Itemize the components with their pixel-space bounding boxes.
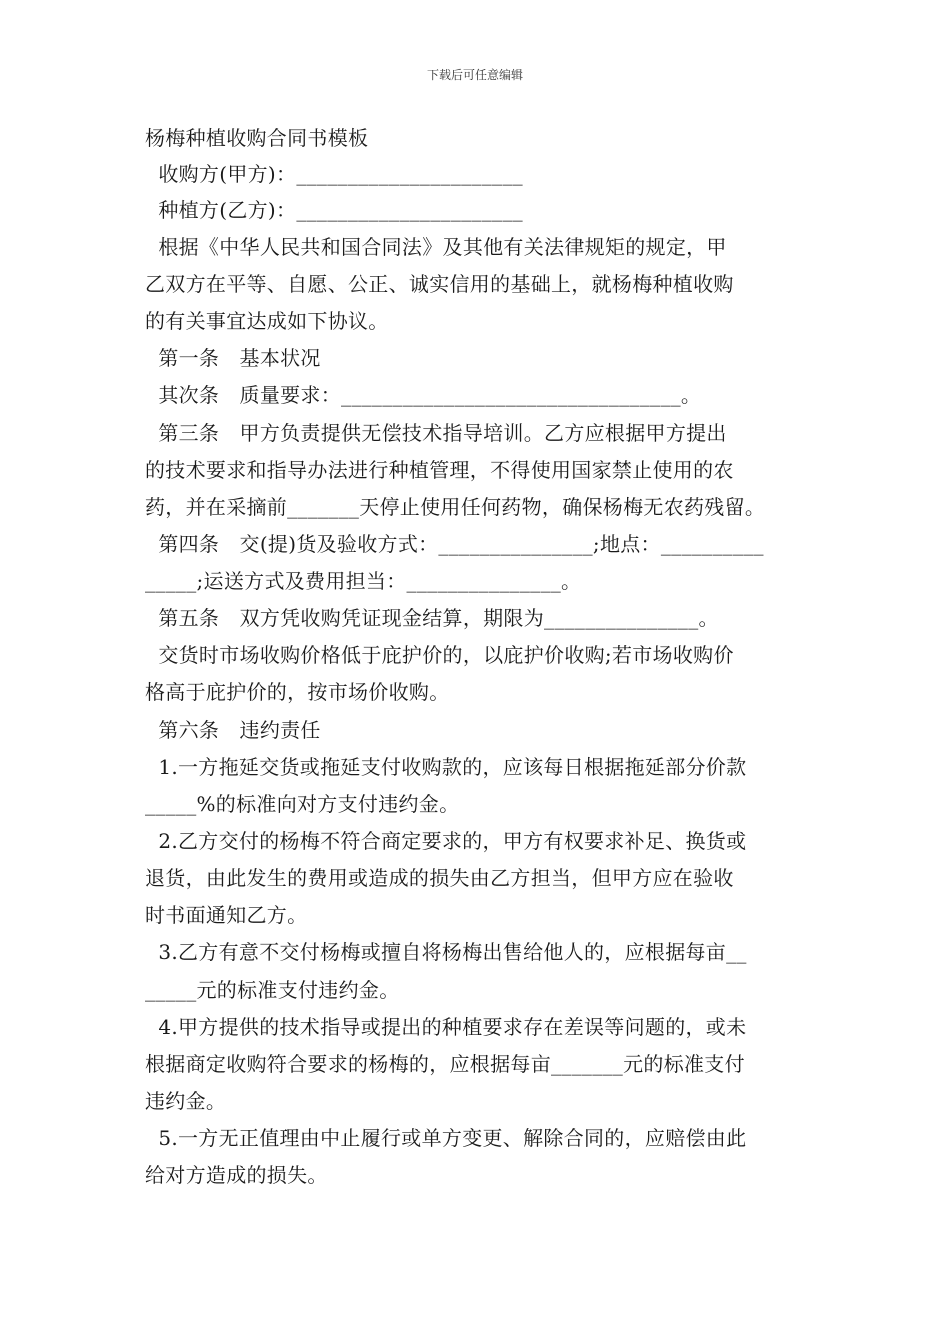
document-line: 2.乙方交付的杨梅不符合商定要求的，甲方有权要求补足、换货或 <box>145 829 747 853</box>
document-line: 第五条 双方凭收购凭证现金结算，期限为_______________。 <box>145 606 719 630</box>
document-line: 第六条 违约责任 <box>145 718 321 742</box>
document-line: 乙双方在平等、自愿、公正、诚实信用的基础上，就杨梅种植收购 <box>145 272 734 296</box>
document-line: 第三条 甲方负责提供无偿技术指导培训。乙方应根据甲方提出 <box>145 421 727 445</box>
document-line: 种植方(乙方)：______________________ <box>145 198 523 222</box>
document-line: 时书面通知乙方。 <box>145 903 308 927</box>
document-line: _____元的标准支付违约金。 <box>145 978 400 1002</box>
document-line: 的技术要求和指导办法进行种植管理，不得使用国家禁止使用的农 <box>145 458 734 482</box>
document-line: 根据商定收购符合要求的杨梅的，应根据每亩_______元的标准支付 <box>145 1052 745 1076</box>
document-line: _____;运送方式及费用担当：_______________。 <box>145 569 582 593</box>
document-line: 1.一方拖延交货或拖延支付收购款的，应该每日根据拖延部分价款 <box>145 755 747 779</box>
document-line: 3.乙方有意不交付杨梅或擅自将杨梅出售给他人的，应根据每亩__ <box>145 940 747 964</box>
document-line: 收购方(甲方)：______________________ <box>145 162 523 186</box>
document-line: 给对方造成的损失。 <box>145 1163 328 1187</box>
document-line: 违约金。 <box>145 1089 227 1113</box>
document-line: _____%的标准向对方支付违约金。 <box>145 792 460 816</box>
document-line: 第四条 交(提)货及验收方式：_______________;地点：__________ <box>145 532 764 556</box>
document-title: 杨梅种植收购合同书模板 <box>145 126 369 150</box>
document-line: 4.甲方提供的技术指导或提出的种植要求存在差误等问题的，或未 <box>145 1015 747 1039</box>
document-line: 退货，由此发生的费用或造成的损失由乙方担当，但甲方应在验收 <box>145 866 734 890</box>
document-line: 5.一方无正值理由中止履行或单方变更、解除合同的，应赔偿由此 <box>145 1126 747 1150</box>
document-line: 的有关事宜达成如下协议。 <box>145 309 389 333</box>
document-line: 格高于庇护价的，按市场价收购。 <box>145 680 450 704</box>
page-header-note: 下载后可任意编辑 <box>426 68 523 82</box>
document-line: 药，并在采摘前_______天停止使用任何药物，确保杨梅无农药残留。 <box>145 495 766 519</box>
document-line: 根据《中华人民共和国合同法》及其他有关法律规矩的规定，甲 <box>145 235 727 259</box>
document-line: 其次条 质量要求：_________________________________。 <box>145 383 702 407</box>
document-line: 第一条 基本状况 <box>145 346 321 370</box>
document-line: 交货时市场收购价格低于庇护价的，以庇护价收购;若市场收购价 <box>145 643 734 667</box>
